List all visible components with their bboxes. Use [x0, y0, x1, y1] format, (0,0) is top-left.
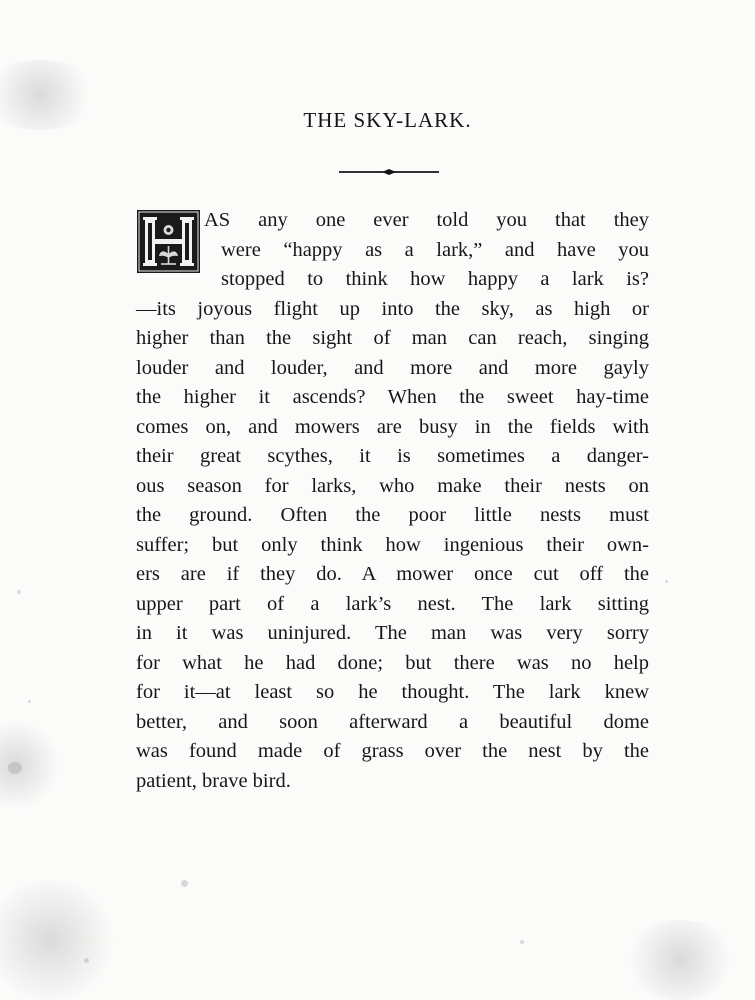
text-line: patient, brave bird.: [136, 770, 291, 792]
page-speck: [8, 762, 22, 774]
text-line: higher than the sight of man can reach, singing: [136, 327, 649, 349]
drop-cap-h-icon: [137, 210, 200, 273]
text-line: —its joyous flight up into the sky, as high or: [136, 298, 649, 320]
text-line: for it—at least so he thought. The lark knew: [136, 681, 649, 703]
title-rule-ornament: [339, 168, 439, 176]
text-line: upper part of a lark’s nest. The lark sitting: [136, 593, 649, 615]
page-speck: [665, 580, 668, 583]
text-line: louder and louder, and more and more gayly: [136, 357, 649, 379]
page-speck: [28, 700, 31, 703]
text-line: their great scythes, it is sometimes a danger-: [136, 445, 649, 467]
text-line: stopped to think how happy a lark is?: [221, 268, 649, 290]
text-line: better, and soon afterward a beautiful dome: [136, 711, 649, 733]
text-line: the higher it ascends? When the sweet hay-time: [136, 386, 649, 408]
text-line: ers are if they do. A mower once cut off the: [136, 563, 649, 585]
text-line: the ground. Often the poor little nests must: [136, 504, 649, 526]
text-line: ous season for larks, who make their nests on: [136, 475, 649, 497]
page-speck: [520, 940, 524, 944]
page-speck: [84, 958, 89, 963]
text-line: AS any one ever told you that they: [204, 209, 649, 231]
text-line: comes on, and mowers are busy in the fields with: [136, 416, 649, 438]
text-line: were “happy as a lark,” and have you: [221, 239, 649, 261]
page-speck: [181, 880, 188, 887]
page-smudge: [620, 920, 740, 1000]
text-line: in it was uninjured. The man was very sorry: [136, 622, 649, 644]
page-speck: [17, 590, 21, 594]
text-line: suffer; but only think how ingenious their own-: [136, 534, 649, 556]
text-line: was found made of grass over the nest by the: [136, 740, 649, 762]
text-line: for what he had done; but there was no help: [136, 652, 649, 674]
page-smudge: [0, 880, 120, 1000]
page-title: THE SKY-LARK.: [303, 108, 472, 132]
